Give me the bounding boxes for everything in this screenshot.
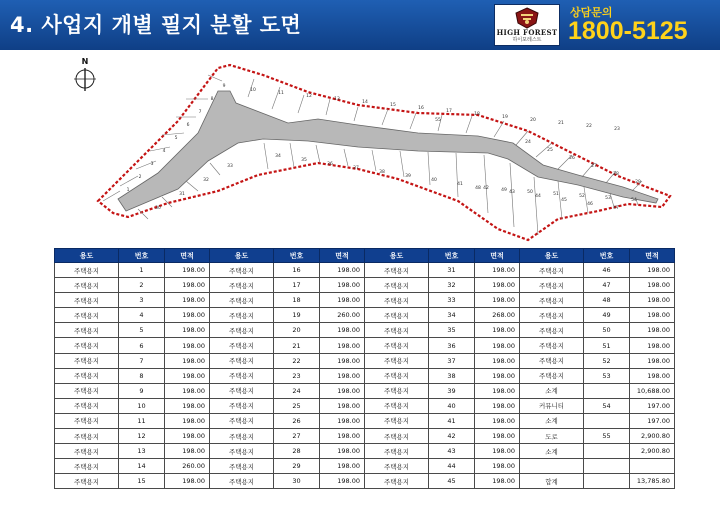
table-cell: 2,900.80 — [630, 429, 675, 444]
table-cell: 198.00 — [630, 368, 675, 383]
table-cell: 13,785.80 — [630, 474, 675, 489]
table-row — [55, 429, 675, 444]
table-cell: 42 — [429, 429, 475, 444]
north-label: N — [81, 57, 89, 66]
table-cell: 주택용지 — [520, 293, 584, 308]
table-cell: 198.00 — [475, 353, 520, 368]
brand-name: HIGH FOREST — [496, 28, 558, 37]
table-cell: 주택용지 — [55, 338, 119, 353]
table-cell: 198.00 — [165, 308, 210, 323]
column-header: 용도 — [55, 249, 119, 263]
table-cell: 44 — [429, 459, 475, 474]
table-cell: 198.00 — [320, 353, 365, 368]
table-cell: 합계 — [520, 474, 584, 489]
table-cell: 22 — [274, 353, 320, 368]
table-cell: 198.00 — [165, 263, 210, 278]
table-cell: 39 — [429, 383, 475, 398]
table-row — [55, 444, 675, 459]
table-cell: 198.00 — [320, 429, 365, 444]
table-row — [55, 263, 675, 278]
table-cell: 주택용지 — [210, 383, 274, 398]
lot-number-label: 43 — [509, 190, 515, 195]
lot-number-label: 16 — [418, 106, 424, 111]
table-cell: 198.00 — [475, 429, 520, 444]
table-cell: 주택용지 — [55, 308, 119, 323]
lot-number-label: 7 — [198, 110, 202, 115]
table-body — [55, 263, 675, 489]
table-cell: 198.00 — [475, 338, 520, 353]
table-cell: 33 — [429, 293, 475, 308]
table-cell: 주택용지 — [210, 413, 274, 428]
lot-number-label: 38 — [379, 170, 385, 175]
table-cell: 43 — [429, 444, 475, 459]
lot-number-label: 5 — [174, 136, 178, 141]
table-cell: 5 — [119, 323, 165, 338]
table-cell: 24 — [274, 383, 320, 398]
table-cell: 260.00 — [320, 308, 365, 323]
table-cell: 198.00 — [475, 278, 520, 293]
page-title: 4. 사업지 개별 필지 분할 도면 — [10, 13, 302, 37]
lot-number-label: 20 — [530, 118, 536, 123]
table-cell: 2,900.80 — [630, 444, 675, 459]
lot-number-label: 33 — [227, 164, 233, 169]
table-cell: 주택용지 — [210, 368, 274, 383]
table-cell — [520, 459, 584, 474]
table-cell: 주택용지 — [55, 444, 119, 459]
table-cell: 주택용지 — [210, 444, 274, 459]
table-cell: 주택용지 — [55, 278, 119, 293]
table-cell: 198.00 — [165, 444, 210, 459]
table-cell: 17 — [274, 278, 320, 293]
lot-number-label: 22 — [586, 124, 592, 129]
table-cell: 30 — [274, 474, 320, 489]
table-cell: 198.00 — [165, 293, 210, 308]
table-cell: 12 — [119, 429, 165, 444]
lot-number-label: 36 — [327, 162, 333, 167]
lot-number-label: 12 — [306, 94, 312, 99]
lot-number-label: 10 — [250, 88, 256, 93]
lot-number-label: 24 — [525, 140, 531, 145]
table-cell: 주택용지 — [520, 308, 584, 323]
table-cell: 주택용지 — [365, 323, 429, 338]
table-cell: 48 — [584, 293, 630, 308]
lot-number-label: 52 — [579, 194, 585, 199]
lot-number-label: 14 — [362, 100, 368, 105]
table-cell: 주택용지 — [520, 338, 584, 353]
lot-number-label: 32 — [203, 178, 209, 183]
table-cell: 소계 — [520, 383, 584, 398]
lot-number-label: 31 — [179, 192, 185, 197]
table-cell: 198.00 — [475, 444, 520, 459]
lot-number-label: 51 — [553, 192, 559, 197]
table-cell: 주택용지 — [55, 323, 119, 338]
table-cell: 20 — [274, 323, 320, 338]
table-cell: 198.00 — [165, 398, 210, 413]
table-cell: 주택용지 — [210, 293, 274, 308]
table-row — [55, 474, 675, 489]
table-cell: 주택용지 — [55, 413, 119, 428]
table-cell: 198.00 — [630, 353, 675, 368]
table-cell: 198.00 — [320, 263, 365, 278]
table-cell: 198.00 — [475, 474, 520, 489]
site-plan-map — [58, 51, 678, 243]
lot-number-label: 19 — [502, 115, 508, 120]
table-cell: 주택용지 — [210, 338, 274, 353]
lot-number-label: 42 — [483, 186, 489, 191]
brand-logo — [494, 4, 560, 46]
table-cell: 주택용지 — [365, 263, 429, 278]
table-cell: 268.00 — [475, 308, 520, 323]
table-cell: 198.00 — [165, 323, 210, 338]
table-cell: 198.00 — [165, 368, 210, 383]
table-cell: 198.00 — [320, 338, 365, 353]
parcel-table-container — [54, 248, 674, 489]
lot-number-label: 41 — [457, 182, 463, 187]
table-cell: 소계 — [520, 444, 584, 459]
brand-emblem-icon — [514, 7, 540, 29]
table-cell: 주택용지 — [365, 474, 429, 489]
table-row — [55, 278, 675, 293]
table-cell: 18 — [274, 293, 320, 308]
table-cell: 49 — [584, 308, 630, 323]
table-cell: 주택용지 — [520, 278, 584, 293]
lot-number-label: 11 — [278, 91, 284, 96]
table-cell: 37 — [429, 353, 475, 368]
table-row — [55, 398, 675, 413]
table-cell: 198.00 — [320, 323, 365, 338]
table-cell: 198.00 — [165, 383, 210, 398]
table-cell: 32 — [429, 278, 475, 293]
table-cell: 198.00 — [630, 278, 675, 293]
table-cell: 11 — [119, 413, 165, 428]
table-cell: 주택용지 — [55, 398, 119, 413]
column-header: 면적 — [630, 249, 675, 263]
table-cell: 주택용지 — [365, 459, 429, 474]
table-cell: 주택용지 — [520, 323, 584, 338]
lot-number-label: 44 — [535, 194, 541, 199]
table-cell: 주택용지 — [365, 368, 429, 383]
table-cell — [584, 444, 630, 459]
table-cell: 198.00 — [475, 323, 520, 338]
column-header: 번호 — [274, 249, 320, 263]
table-cell: 51 — [584, 338, 630, 353]
table-cell: 53 — [584, 368, 630, 383]
table-cell: 198.00 — [320, 413, 365, 428]
lot-number-label: 54 — [631, 198, 637, 203]
table-cell: 9 — [119, 383, 165, 398]
table-cell: 50 — [584, 323, 630, 338]
table-cell: 38 — [429, 368, 475, 383]
lot-number-label: 30 — [155, 206, 161, 211]
table-row — [55, 368, 675, 383]
table-cell: 198.00 — [320, 459, 365, 474]
lot-number-label: 29 — [635, 180, 641, 185]
lot-number-label: 55 — [435, 118, 441, 123]
lot-number-label: 1 — [126, 188, 130, 193]
lot-number-label: 23 — [614, 127, 620, 132]
table-header-row — [55, 249, 675, 263]
lot-number-label: 28 — [613, 172, 619, 177]
table-row — [55, 459, 675, 474]
table-cell: 주택용지 — [210, 278, 274, 293]
table-cell: 주택용지 — [365, 383, 429, 398]
lot-number-label: 47 — [613, 206, 619, 211]
table-cell: 198.00 — [630, 338, 675, 353]
table-cell: 주택용지 — [55, 429, 119, 444]
table-row — [55, 308, 675, 323]
column-header: 면적 — [320, 249, 365, 263]
table-cell: 21 — [274, 338, 320, 353]
table-cell: 46 — [584, 263, 630, 278]
table-cell: 198.00 — [165, 353, 210, 368]
table-cell: 198.00 — [630, 308, 675, 323]
table-cell: 52 — [584, 353, 630, 368]
table-cell — [584, 383, 630, 398]
lot-number-label: 48 — [475, 186, 481, 191]
lot-number-label: 9 — [222, 84, 226, 89]
table-cell — [584, 413, 630, 428]
table-cell: 45 — [429, 474, 475, 489]
table-cell: 54 — [584, 398, 630, 413]
table-row — [55, 293, 675, 308]
table-cell: 27 — [274, 429, 320, 444]
table-cell: 26 — [274, 413, 320, 428]
table-cell: 198.00 — [320, 278, 365, 293]
table-cell: 소계 — [520, 413, 584, 428]
table-cell: 14 — [119, 459, 165, 474]
table-cell: 1 — [119, 263, 165, 278]
lot-number-label: 6 — [186, 123, 190, 128]
table-cell: 주택용지 — [210, 308, 274, 323]
lot-number-label: 49 — [501, 188, 507, 193]
table-cell: 주택용지 — [365, 278, 429, 293]
table-cell: 4 — [119, 308, 165, 323]
table-cell: 주택용지 — [55, 459, 119, 474]
table-cell: 198.00 — [630, 293, 675, 308]
table-cell: 주택용지 — [520, 263, 584, 278]
lot-number-label: 17 — [446, 109, 452, 114]
lot-number-label: 18 — [474, 112, 480, 117]
lot-number-label: 39 — [405, 174, 411, 179]
table-cell: 주택용지 — [55, 353, 119, 368]
lot-number-label: 15 — [390, 103, 396, 108]
table-cell: 2 — [119, 278, 165, 293]
brand-name-korean: 하이포레스트 — [512, 37, 542, 43]
contact-label: 상담문의 — [570, 6, 613, 19]
lot-number-label: 25 — [547, 148, 553, 153]
lot-number-label: 53 — [605, 196, 611, 201]
table-cell: 198.00 — [320, 383, 365, 398]
north-compass-icon — [74, 57, 96, 91]
table-row — [55, 383, 675, 398]
table-cell: 10,688.00 — [630, 383, 675, 398]
table-cell: 198.00 — [475, 398, 520, 413]
header-bar — [0, 0, 720, 50]
table-cell: 주택용지 — [210, 398, 274, 413]
table-cell: 198.00 — [165, 338, 210, 353]
table-cell: 55 — [584, 429, 630, 444]
table-cell: 주택용지 — [55, 383, 119, 398]
lot-number-label: 35 — [301, 158, 307, 163]
table-cell: 주택용지 — [365, 444, 429, 459]
table-cell: 주택용지 — [210, 353, 274, 368]
lot-number-label: 45 — [561, 198, 567, 203]
table-cell: 13 — [119, 444, 165, 459]
table-cell — [584, 474, 630, 489]
table-cell: 커뮤니티 — [520, 398, 584, 413]
table-cell: 41 — [429, 413, 475, 428]
table-cell: 198.00 — [320, 293, 365, 308]
column-header: 용도 — [210, 249, 274, 263]
table-cell: 198.00 — [475, 293, 520, 308]
table-cell: 주택용지 — [365, 413, 429, 428]
table-cell: 198.00 — [475, 263, 520, 278]
lot-number-label: 21 — [558, 121, 564, 126]
lot-number-label: 3 — [150, 162, 154, 167]
table-row — [55, 338, 675, 353]
table-cell: 19 — [274, 308, 320, 323]
table-cell: 197.00 — [630, 398, 675, 413]
lot-number-label: 2 — [138, 175, 142, 180]
table-cell: 198.00 — [165, 278, 210, 293]
table-cell: 주택용지 — [55, 474, 119, 489]
table-cell: 도로 — [520, 429, 584, 444]
table-cell — [584, 459, 630, 474]
table-cell: 주택용지 — [365, 293, 429, 308]
lot-number-label: 50 — [527, 190, 533, 195]
lot-number-label: 27 — [591, 164, 597, 169]
table-cell: 주택용지 — [55, 368, 119, 383]
table-cell: 34 — [429, 308, 475, 323]
table-cell: 주택용지 — [520, 368, 584, 383]
table-cell: 198.00 — [165, 474, 210, 489]
lot-number-label: 40 — [431, 178, 437, 183]
table-row — [55, 353, 675, 368]
table-cell: 29 — [274, 459, 320, 474]
table-cell: 주택용지 — [210, 459, 274, 474]
table-cell: 28 — [274, 444, 320, 459]
table-cell: 198.00 — [165, 413, 210, 428]
table-cell: 35 — [429, 323, 475, 338]
lot-number-label: 46 — [587, 202, 593, 207]
column-header: 번호 — [119, 249, 165, 263]
lot-number-label: 34 — [275, 154, 281, 159]
table-cell: 198.00 — [320, 444, 365, 459]
table-row — [55, 413, 675, 428]
table-cell: 198.00 — [165, 429, 210, 444]
lot-number-label: 37 — [353, 166, 359, 171]
table-cell: 8 — [119, 368, 165, 383]
table-cell: 6 — [119, 338, 165, 353]
table-cell: 주택용지 — [210, 429, 274, 444]
lot-number-label: 4 — [162, 149, 166, 154]
table-cell — [630, 459, 675, 474]
table-cell: 15 — [119, 474, 165, 489]
contact-phone[interactable]: 1800-5125 — [568, 17, 688, 45]
column-header: 면적 — [165, 249, 210, 263]
column-header: 번호 — [429, 249, 475, 263]
table-row — [55, 323, 675, 338]
column-header: 번호 — [584, 249, 630, 263]
table-cell: 198.00 — [320, 474, 365, 489]
table-cell: 198.00 — [320, 368, 365, 383]
table-cell: 198.00 — [475, 383, 520, 398]
table-cell: 197.00 — [630, 413, 675, 428]
lot-number-label: 26 — [569, 156, 575, 161]
table-cell: 3 — [119, 293, 165, 308]
table-cell: 260.00 — [165, 459, 210, 474]
lot-number-label: 13 — [334, 97, 340, 102]
table-cell: 16 — [274, 263, 320, 278]
table-cell: 23 — [274, 368, 320, 383]
table-cell: 10 — [119, 398, 165, 413]
table-cell: 주택용지 — [55, 263, 119, 278]
table-cell: 주택용지 — [210, 263, 274, 278]
table-cell: 40 — [429, 398, 475, 413]
table-cell: 7 — [119, 353, 165, 368]
table-cell: 주택용지 — [365, 398, 429, 413]
table-cell: 주택용지 — [210, 474, 274, 489]
table-cell: 198.00 — [630, 323, 675, 338]
table-cell: 47 — [584, 278, 630, 293]
table-cell: 주택용지 — [365, 353, 429, 368]
table-cell: 25 — [274, 398, 320, 413]
table-cell: 주택용지 — [520, 353, 584, 368]
table-cell: 198.00 — [320, 398, 365, 413]
table-cell: 주택용지 — [55, 293, 119, 308]
table-cell: 198.00 — [475, 459, 520, 474]
table-cell: 198.00 — [475, 368, 520, 383]
table-cell: 주택용지 — [365, 338, 429, 353]
table-cell: 198.00 — [475, 413, 520, 428]
table-cell: 주택용지 — [365, 308, 429, 323]
column-header: 면적 — [475, 249, 520, 263]
table-cell: 31 — [429, 263, 475, 278]
table-cell: 주택용지 — [210, 323, 274, 338]
table-cell: 주택용지 — [365, 429, 429, 444]
parcel-area-table — [54, 248, 675, 489]
column-header: 용도 — [520, 249, 584, 263]
table-cell: 198.00 — [630, 263, 675, 278]
table-cell: 36 — [429, 338, 475, 353]
lot-number-label: 8 — [210, 97, 214, 102]
column-header: 용도 — [365, 249, 429, 263]
